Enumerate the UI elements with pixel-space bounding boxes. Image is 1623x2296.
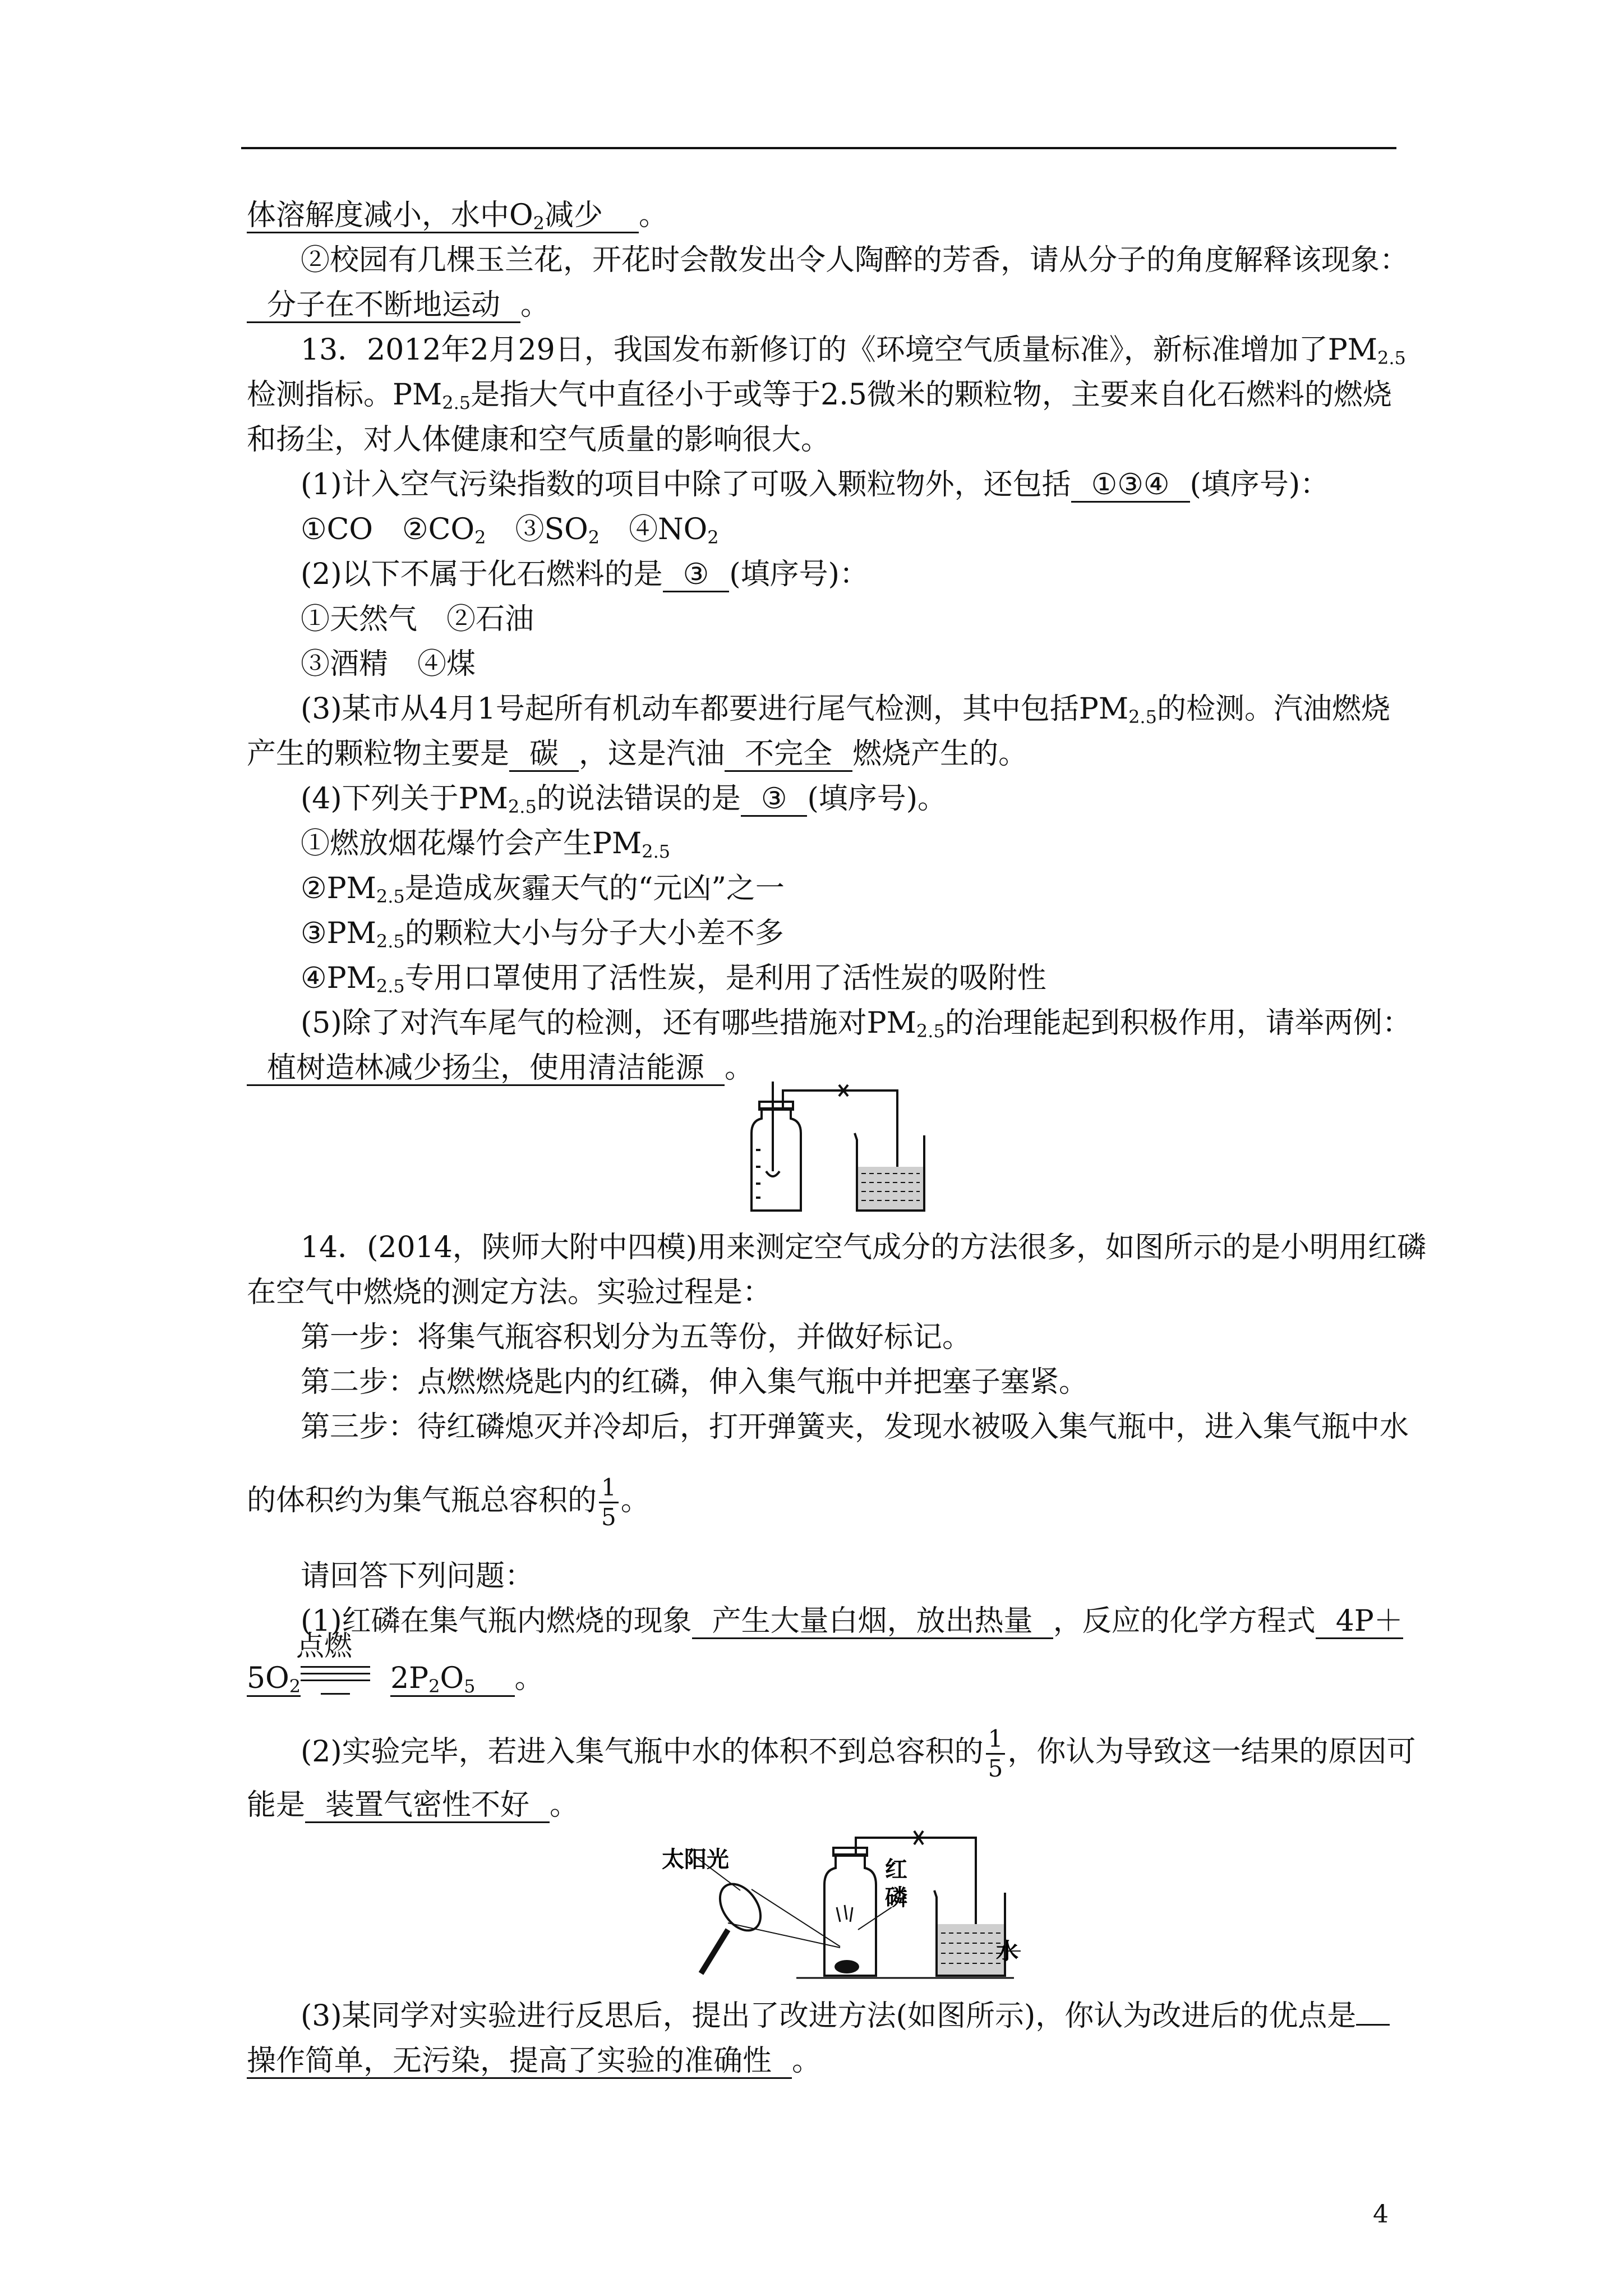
equals-bar-3 [301,1680,370,1681]
q13-part-4-option-3: $③PM_{2.5}$的颗粒大小与分子大小差不多 [301,917,784,952]
q13-part-4-option-1: ①燃放烟花爆竹会产生$PM_{2.5}$ [301,827,671,862]
label-red: 红 [885,1857,907,1883]
q13-part-2-options-a: ①天然气 ②石油 [301,602,534,636]
label-phosphorus: 磷 [885,1885,907,1911]
figure-bottle-beaker [729,1077,931,1217]
q13-part-4: (4)下列关于$PM_{2.5}$的说法错误的是 ③ (填序号)。 [301,782,947,817]
answer-blank: 操作简单，无污染，提高了实验的准确性 [247,2045,792,2079]
q13-stem-1: 13．2012年2月29日，我国发布新修订的《环境空气质量标准》，新标准增加了$PM_{2.5}$ [301,333,1406,369]
beaker-water [858,1167,923,1209]
magnifier-handle [701,1930,728,1973]
reaction-condition: 点燃 [296,1630,352,1662]
answer-blank: ③ [741,783,808,817]
q13-part-4-option-2: $②PM_{2.5}$是造成灰霾天气的“元凶”之一 [301,872,785,907]
magnifier-lens [712,1876,769,1938]
collection-bottle-2 [824,1855,876,1976]
answer-blank: 装置气密性不好 [305,1789,550,1823]
q14-step-3-cont: 的体积约为集气瓶总容积的 $\frac{1}{5}$ 。 [247,1474,650,1531]
q14-ask: 请回答下列问题： [301,1559,534,1593]
equation-blank-start: 4P＋ [1316,1605,1403,1639]
label-sunlight: 太阳光 [662,1847,729,1872]
q14-stem-2: 在空气中燃烧的测定方法。实验过程是： [247,1276,772,1309]
q14-part-1: (1)红磷在集气瓶内燃烧的现象 产生大量白烟，放出热量 ，反应的化学方程式 4P＋ [301,1604,1403,1638]
fraction-one-fifth-2: $\frac{1}{5}$ [986,1725,1006,1783]
q14-step-3: 第三步：待红磷熄灭并冷却后，打开弹簧夹，发现水被吸入集气瓶中，进入集气瓶中水 [301,1410,1409,1444]
q13-stem-3: 和扬尘，对人体健康和空气质量的影响很大。 [247,423,831,457]
q13-part-3: (3)某市从4月1号起所有机动车都要进行尾气检测，其中包括$PM_{2.5}$的检测。汽油燃烧 [301,692,1390,728]
red-phosphorus [834,1960,859,1973]
q13-part-4-option-4: $④PM_{2.5}$专用口罩使用了活性炭，是利用了活性炭的吸附性 [301,961,1046,997]
figure-improved-apparatus [662,1823,1021,1986]
q13-part-3-cont: 产生的颗粒物主要是 碳 ，这是汽油 不完全 燃烧产生的。 [247,737,1028,771]
answer-blank-start [1356,2024,1390,2026]
q14-step-2: 第二步：点燃燃烧匙内的红磷，伸入集气瓶中并把塞子塞紧。 [301,1365,1089,1399]
q14-part-3: (3)某同学对实验进行反思后，提出了改进方法(如图所示)，你认为改进后的优点是 [301,1998,1390,2034]
q13-part-1: (1)计入空气污染指数的项目中除了可吸入颗粒物外，还包括 ①③④ (填序号)： [301,468,1330,501]
answer-blank: 产生大量白烟，放出热量 [692,1605,1053,1639]
answer-blank: 分子在不断地运动 [247,289,520,323]
q13-part-5-answer: 植树造林减少扬尘，使用清洁能源 。 [247,1050,754,1086]
q12-line-1: 体溶解度减小，水中$O_2$减少 。 [247,199,668,234]
q14-step-1: 第一步：将集气瓶容积划分为五等份，并做好标记。 [301,1320,972,1354]
label-water: 水 [996,1939,1018,1964]
equals-bar-under [321,1693,350,1695]
answer-blank: 碳 [509,738,579,772]
q13-part-2: (2)以下不属于化石燃料的是 ③ (填序号)： [301,558,869,591]
q12-line-2: ②校园有几棵玉兰花，开花时会散发出令人陶醉的芳香，请从分子的角度解释该现象： [301,243,1409,277]
q14-part-3-answer: 操作简单，无污染，提高了实验的准确性 。 [247,2044,822,2078]
page-number: 4 [1373,2200,1389,2229]
q14-part-2: (2)实验完毕，若进入集气瓶中水的体积不到总容积的 $\frac{1}{5}$ ，你认为导致这一结果的原因可 [301,1725,1416,1782]
q14-part-2-cont: 能是 装置气密性不好 。 [247,1788,579,1822]
answer-blank: 植树造林减少扬尘，使用清洁能源 [247,1052,725,1086]
q12-answer-line: 分子在不断地运动 。 [247,287,550,323]
answer-blank: ①③④ [1071,468,1190,503]
q13-part-2-options-b: ③酒精 ④煤 [301,647,476,681]
q13-part-1-options: ①CO $②CO_2$ $③SO_2$ $④NO_2$ [301,513,719,548]
q14-stem-1: 14．(2014，陕师大附中四模)用来测定空气成分的方法很多，如图所示的是小明用红磷 [301,1231,1427,1264]
collection-bottle [751,1108,801,1211]
equals-bar-2 [301,1673,370,1674]
beaker-water-2 [938,1924,1004,1975]
answer-blank: ③ [663,558,730,592]
q13-stem-2: 检测指标。$PM_{2.5}$是指大气中直径小于或等于2.5微米的颗粒物，主要来自化石燃料的燃烧 [247,378,1392,413]
answer-blank: 不完全 [725,738,852,772]
q14-equation-line: $5O_2$ $2P_2O_5$ 。 [247,1662,544,1697]
header-rule [241,147,1396,149]
equals-bar-1 [301,1666,370,1668]
fraction-one-fifth: $\frac{1}{5}$ [599,1474,619,1531]
q13-part-5: (5)除了对汽车尾气的检测，还有哪些措施对$PM_{2.5}$的治理能起到积极作用，请举两例： [301,1006,1412,1042]
